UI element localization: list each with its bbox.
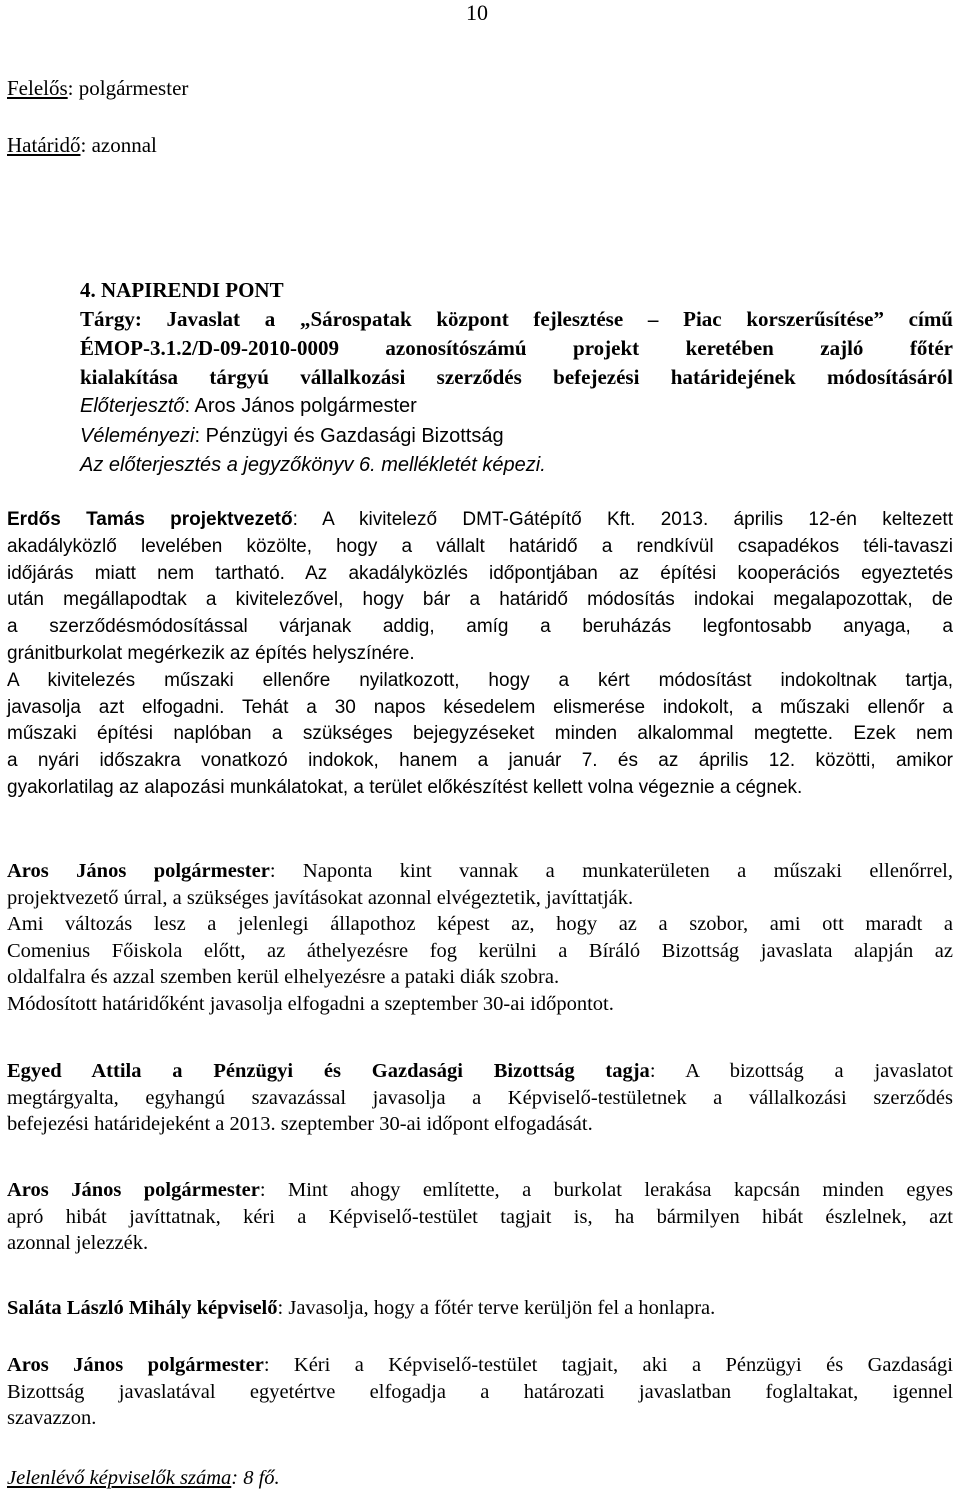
paragraph-line: : Kéri a Képviselő-testület tagjait, aki a Pénzügyi és Gazdasági — [263, 1354, 953, 1376]
agenda-number: 4. NAPIRENDI PONT — [80, 278, 284, 302]
speaker-name: Aros János polgármester — [7, 1354, 264, 1376]
speaker-name: Egyed Attila a Pénzügyi és Gazdasági Bizottság tagja — [7, 1060, 650, 1082]
deadline-value: : azonnal — [80, 133, 157, 157]
paragraph-line: szavazzon. — [7, 1407, 97, 1429]
responsible-line — [7, 75, 188, 101]
paragraph-line: Bizottság javaslatával egyetértve elfogadja a határozati javaslatban foglaltakat, igennel — [7, 1380, 953, 1403]
paragraph-line: gránitburkolat megérkezik az építés helyszínére. — [7, 642, 415, 664]
agenda-item-heading — [80, 276, 953, 392]
opinion-label: Véleményezi — [80, 425, 195, 447]
agenda-subject-line: ÉMOP-3.1.2/D-09-2010-0009 azonosítószámú projekt keretében zajló főtér — [80, 336, 953, 360]
opinion-value: : Pénzügyi és Gazdasági Bizottság — [194, 425, 504, 447]
paragraph-line: után megállapodtak a kivitelezővel, hogy bár a határidő módosítás indokai megalapozottak, de — [7, 589, 953, 611]
present-label: Jelenlévő képviselők száma — [7, 1467, 232, 1489]
paragraph-line: Comenius Főiskola előtt, az áthelyezésre fog kerülni a Bíráló Bizottság javaslata alapján az — [7, 939, 953, 962]
paragraph-line: időjárás miatt nem tartható. Az akadályközlés időpontjában az építési kooperációs egyeztetés — [7, 562, 953, 584]
paragraph-line: azonnal jelezzék. — [7, 1232, 149, 1254]
presenter-value: : Aros János polgármester — [184, 395, 417, 417]
deadline-label: Határidő — [7, 133, 81, 157]
paragraph-line: projektvezető úrral, a szükséges javításokat azonnal elvégeztetik, javíttatják. — [7, 886, 634, 909]
paragraph-line: oldalfalra és azzal szemben kerül elhelyezésre a pataki diák szobra. — [7, 966, 560, 988]
paragraph-line: : Mint ahogy említette, a burkolat lerakása kapcsán minden egyes — [259, 1179, 953, 1201]
paragraph-line: Módosított határidőként javasolja elfogadni a szeptember 30-ai időpontot. — [7, 992, 614, 1015]
paragraph-bizottsag — [7, 1058, 953, 1138]
deadline-line — [7, 132, 157, 158]
presenter-label: Előterjesztő — [80, 395, 185, 417]
present-count-line — [7, 1465, 953, 1492]
present-value: : 8 fő. — [231, 1467, 280, 1489]
paragraph-line: A kivitelezés műszaki ellenőre nyilatkozott, hogy a kért módosítást indokoltnak tartja, — [7, 669, 953, 691]
paragraph-line: a nyári időszakra vonatkozó indokok, hanem a január 7. és az április 12. közötti, amikor — [7, 750, 953, 772]
paragraph-line: akadályközlő levelében közölte, hogy a vállalt határidő a rendkívül csapadékos téli-tavaszi — [7, 535, 953, 557]
paragraph-line: : A bizottság a javaslatot — [649, 1060, 954, 1082]
paragraph-line: apró hibát javíttatnak, kéri a Képviselő-testület tagjait is, ha bármilyen hibát észlelnek, azt — [7, 1205, 953, 1228]
paragraph-line: : A kivitelező DMT-Gátépítő Kft. 2013. április 12-én keltezett — [292, 509, 953, 530]
paragraph-polgarmester-1 — [7, 858, 953, 1017]
speaker-name: Erdős Tamás projektvezető — [7, 509, 293, 530]
paragraph-kepviselo — [7, 1295, 953, 1322]
speaker-name: Saláta László Mihály képviselő — [7, 1297, 278, 1319]
responsible-label: Felelős — [7, 76, 68, 100]
speaker-name: Aros János polgármester — [7, 860, 270, 882]
speaker-name: Aros János polgármester — [7, 1179, 260, 1201]
agenda-subject-line: kialakítása tárgyú vállalkozási szerződés befejezési határidejének módosításáról — [80, 365, 953, 389]
paragraph-line: a szerződésmódosítással várjanak addig, amíg a beruházás legfontosabb anyaga, a — [7, 616, 953, 638]
responsible-value: : polgármester — [67, 76, 189, 100]
paragraph-line: megtárgyalta, egyhangú szavazással javasolja a Képviselő-testületnek a vállalkozási szerződés — [7, 1086, 953, 1109]
paragraph-line: : Javasolja, hogy a főtér terve kerüljön fel a honlapra. — [277, 1297, 716, 1319]
agenda-subject-line: Tárgy: Javaslat a „Sárospatak központ fejlesztése – Piac korszerűsítése” című — [80, 307, 953, 331]
annex-note: Az előterjesztés a jegyzőkönyv 6. mellékletét képezi. — [80, 454, 546, 476]
paragraph-polgarmester-2 — [7, 1177, 953, 1257]
paragraph-polgarmester-3 — [7, 1352, 953, 1432]
page-number: 10 — [466, 0, 488, 25]
opinion-line — [80, 423, 504, 449]
paragraph-line: befejezési határidejeként a 2013. szeptember 30-ai időpont elfogadását. — [7, 1113, 593, 1135]
paragraph-line: műszaki építési naplóban a szükséges bejegyzéseket minden alkalommal megtette. Ezek nem — [7, 723, 953, 745]
paragraph-line: : Naponta kint vannak a munkaterületen a műszaki ellenőrrel, — [269, 860, 953, 882]
paragraph-line: javasolja azt elfogadni. Tehát a 30 napos késedelem elismerése indokolt, a műszaki ellenőr a — [7, 696, 953, 718]
paragraph-line: Ami változás lesz a jelenlegi állapothoz képest az, hogy az a szobor, ami ott maradt a — [7, 913, 953, 935]
presenter-line — [80, 393, 417, 419]
paragraph-line: gyakorlatilag az alapozási munkálatokat, a terület előkészítést kellett volna végeznie a cégnek. — [7, 776, 803, 798]
paragraph-projektvezeto — [7, 507, 953, 802]
